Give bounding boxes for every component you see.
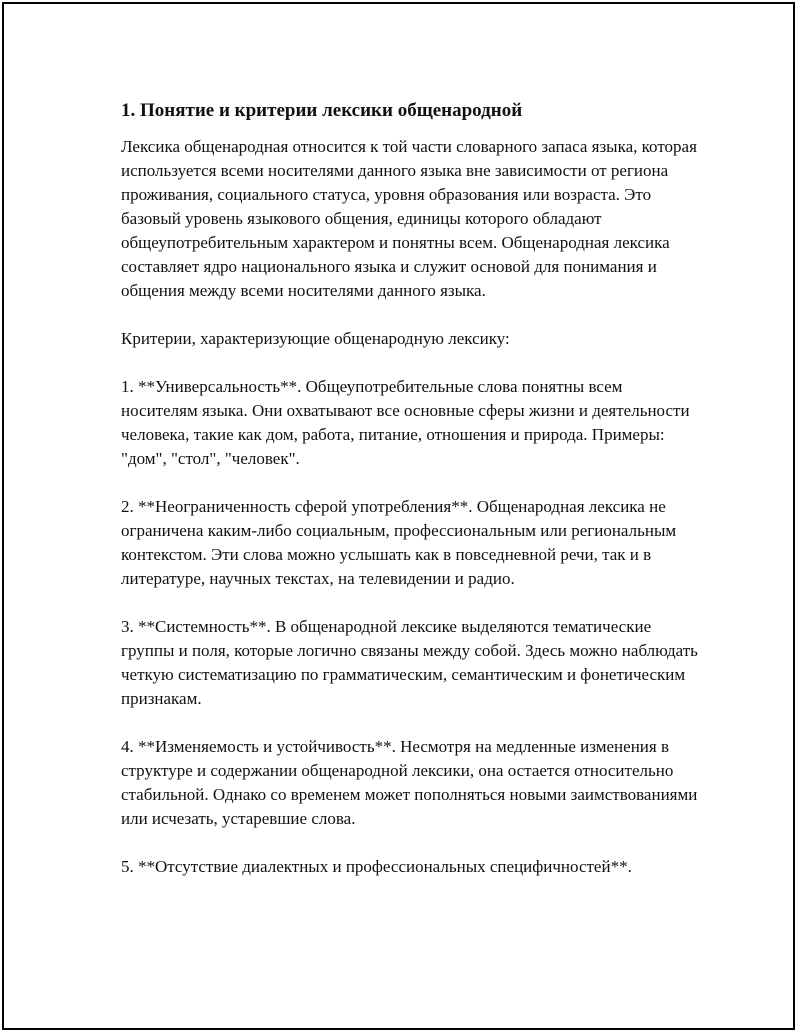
- paragraph-criterion-1: 1. **Универсальность**. Общеупотребительные слова понятны всем носителям языка. Они охватывают все основные сферы жизни и деятельности человека, такие как дом, работа, питание, отношения и природа. Примеры: "дом", "стол", "человек".: [121, 377, 690, 468]
- paragraph-criterion-5: 5. **Отсутствие диалектных и профессиональных специфичностей**.: [121, 857, 632, 876]
- paragraph-criteria-heading: Критерии, характеризующие общенародную лексику:: [121, 329, 510, 348]
- paragraph-criterion-2: 2. **Неограниченность сферой употребления**. Общенародная лексика не ограничена каким-либо социальным, профессиональным или региональным контекстом. Эти слова можно услышать как в повседневной речи, так и в литературе, научных текстах, на телевидении и радио.: [121, 497, 677, 588]
- page-title: 1. Понятие и критерии лексики общенародной: [121, 100, 523, 121]
- paragraph-criterion-3: 3. **Системность**. В общенародной лексике выделяются тематические группы и поля, которые логично связаны между собой. Здесь можно наблюдать четкую систематизацию по грамматическим, семантическим и фонетическим признакам.: [121, 617, 698, 708]
- document-page: [2, 2, 795, 1030]
- document-body: [121, 99, 701, 903]
- paragraph-intro: Лексика общенародная относится к той части словарного запаса языка, которая используется всеми носителями данного языка вне зависимости от региона проживания, социального статуса, уровня образования или возраста. Это базовый уровень языкового общения, единицы которого обладают общеупотребительным характером и понятны всем. Общенародная лексика составляет ядро национального языка и служит основой для понимания и общения между всеми носителями данного языка.: [121, 137, 697, 300]
- paragraph-criterion-4: 4. **Изменяемость и устойчивость**. Несмотря на медленные изменения в структуре и содержании общенародной лексики, она остается относительно стабильной. Однако со временем может пополняться новыми заимствованиями или исчезать, устаревшие слова.: [121, 737, 698, 828]
